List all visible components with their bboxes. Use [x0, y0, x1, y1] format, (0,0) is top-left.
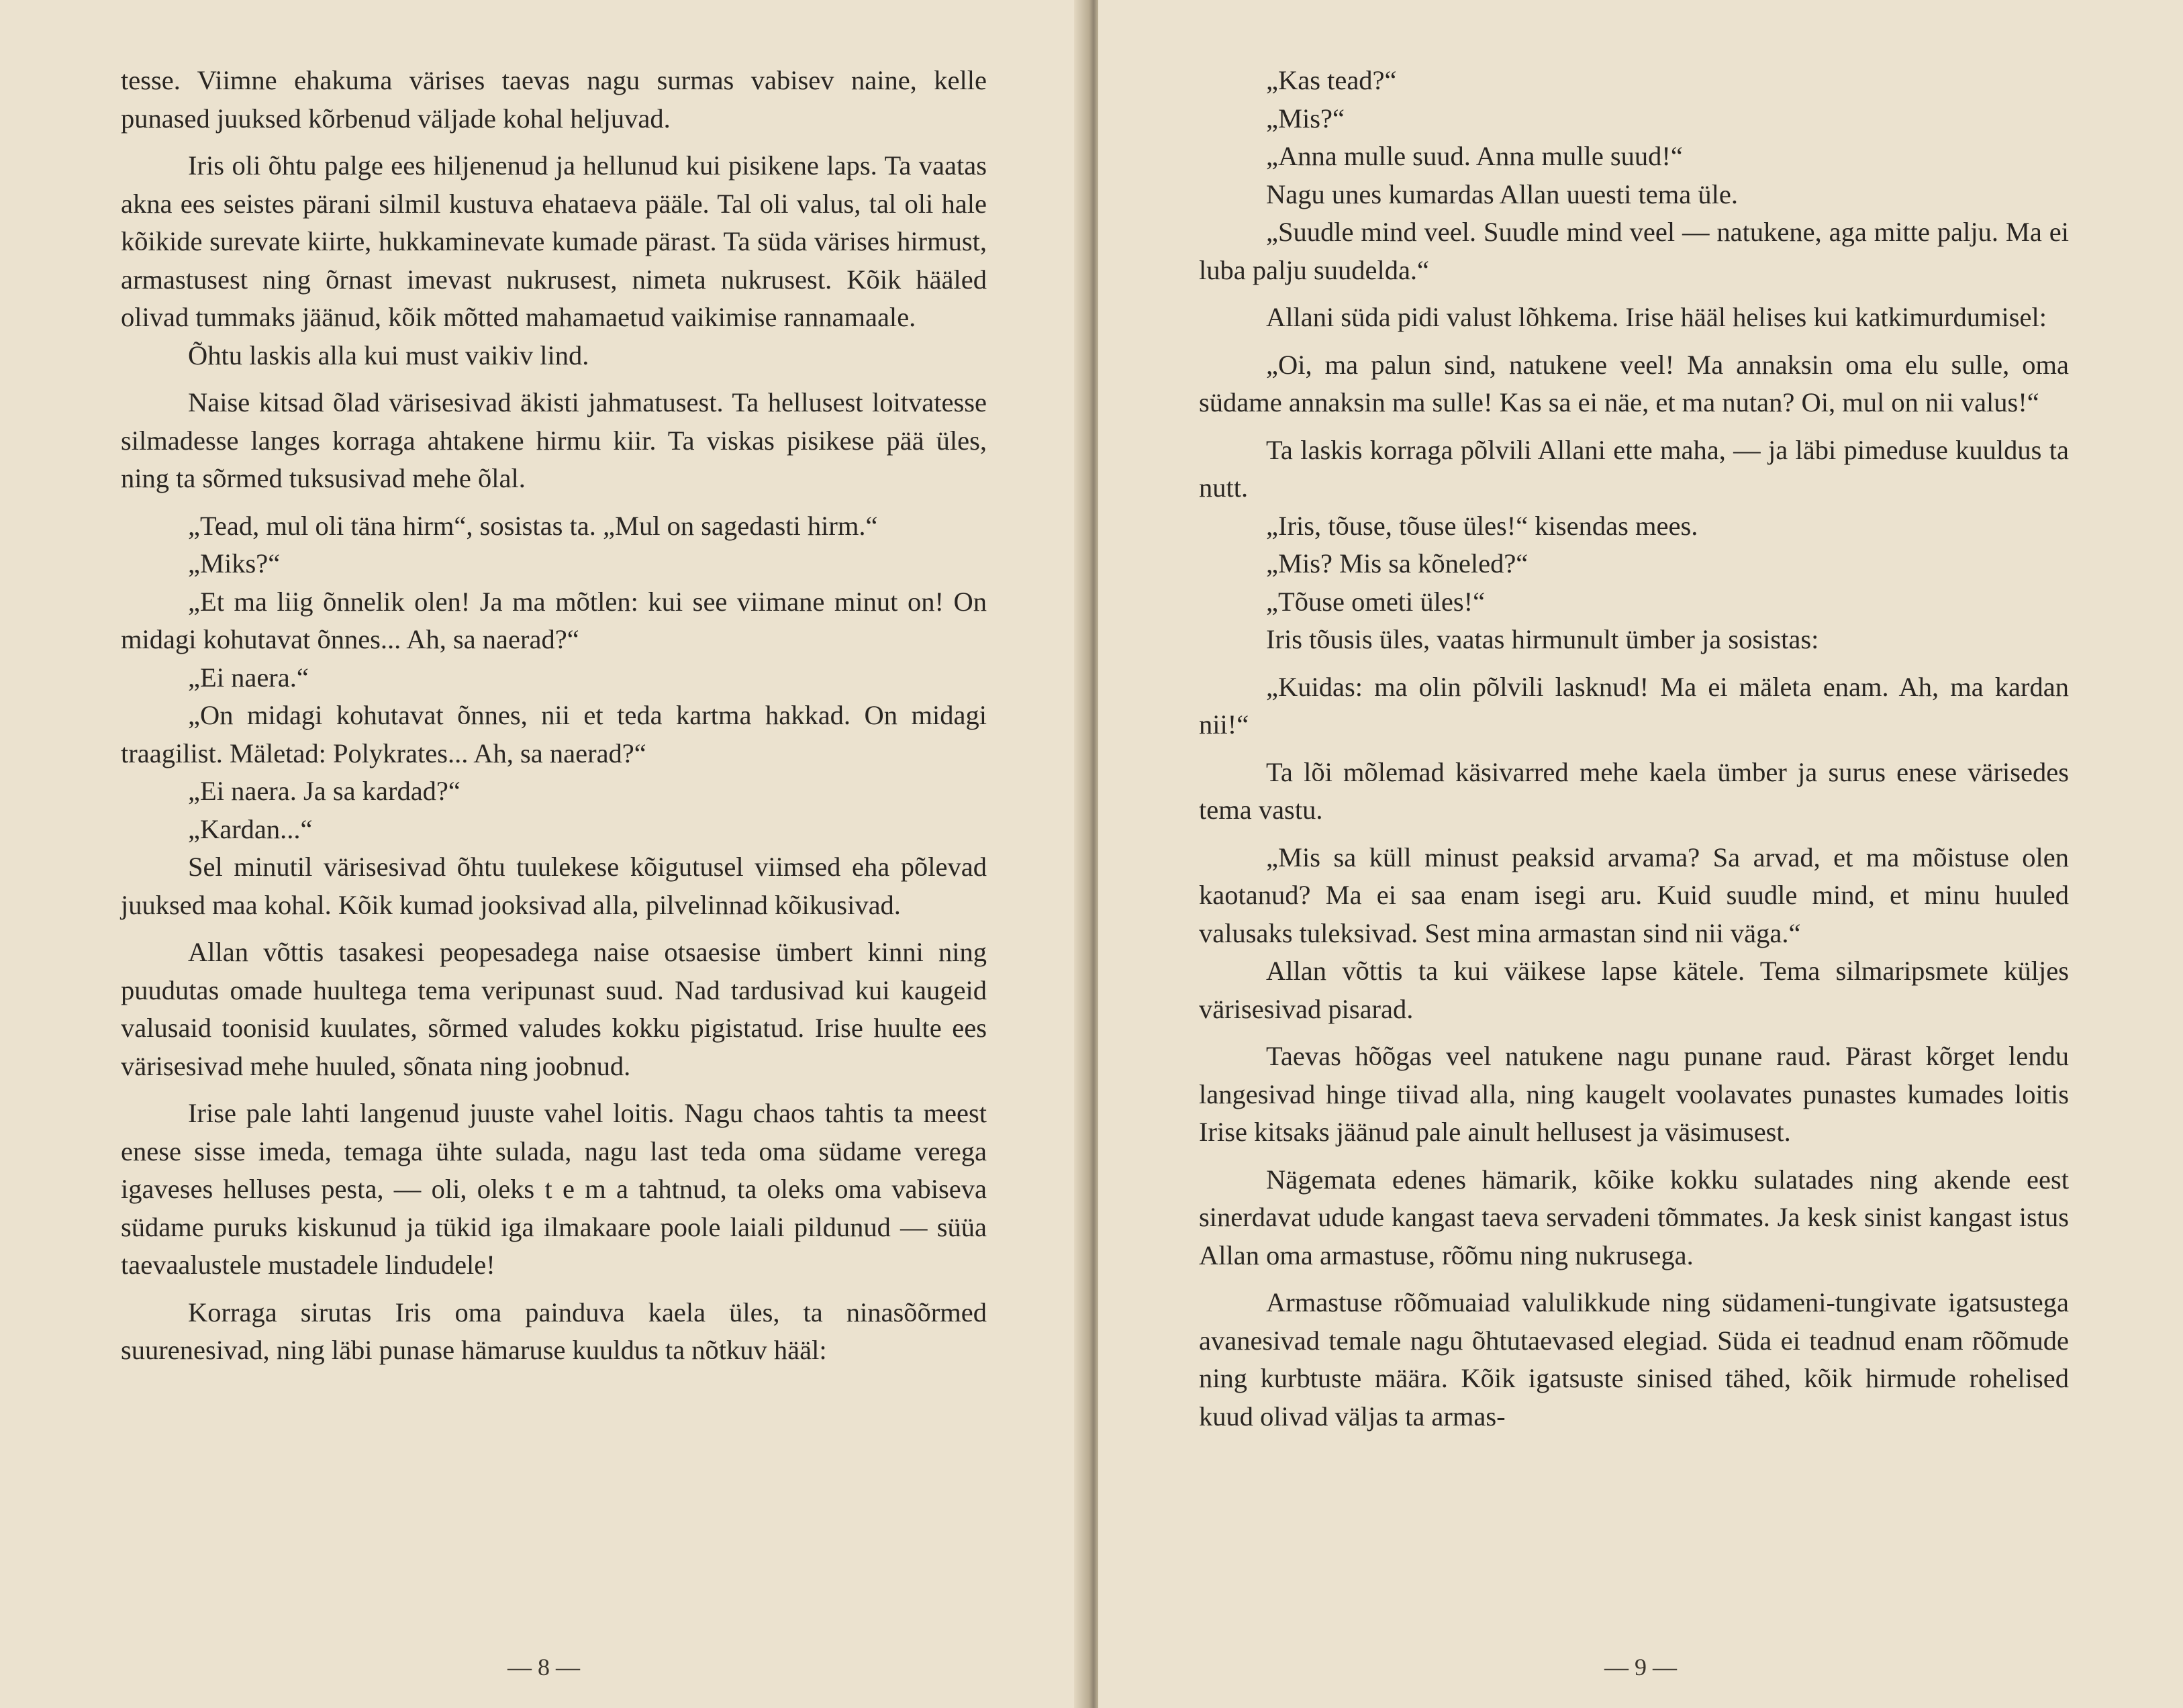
paragraph: Korraga sirutas Iris oma painduva kaela üles, ta ninasõõrmed suurenesivad, ning läbi punase hämaruse kuuldus ta nõtkuv hääl: — [121, 1297, 987, 1365]
paragraph: „Kas tead?“ — [1266, 65, 1397, 95]
paragraph: „Kardan...“ — [188, 813, 313, 844]
paragraph: „Tõuse ometi üles!“ — [1266, 586, 1486, 617]
paragraph: „Ei naera. Ja sa kardad?“ — [188, 776, 460, 806]
paragraph: „Mis? Mis sa kõneled?“ — [1266, 548, 1529, 579]
paragraph: Taevas hõõgas veel natukene nagu punane raud. Pärast kõrget lendu langesivad hinge tiivad alla, ning kaugelt voolavates punastes kumades loitis Irise kitsaks jäänud pale ainult hellusest ja väsimusest. — [1199, 1041, 2069, 1147]
paragraph: „On midagi kohutavat õnnes, nii et teda kartma hakkad. On midagi traagilist. Mäletad: Polykrates... Ah, sa naerad?“ — [121, 700, 987, 768]
paragraph: Ta laskis korraga põlvili Allani ette maha, — ja läbi pimeduse kuuldus ta nutt. — [1199, 434, 2069, 503]
paragraph: „Miks?“ — [188, 548, 281, 579]
paragraph: Nägemata edenes hämarik, kõike kokku sulatades ning akende eest sinerdavat udude kangast taeva servadeni tõmmates. Ja kesk sinist kangast istus Allan oma armastuse, rõõmu ning nukrusega. — [1199, 1164, 2069, 1270]
paragraph: „Kuidas: ma olin põlvili lasknud! Ma ei mäleta enam. Ah, ma kardan nii!“ — [1199, 671, 2069, 740]
paragraph: Allani süda pidi valust lõhkema. Irise hääl helises kui katkimurdumisel: — [1266, 302, 2047, 332]
paragraph: Sel minutil värisesivad õhtu tuulekese kõigutusel viimsed eha põlevad juuksed maa kohal. Kõik kumad jooksivad alla, pilvelinnad kõikusivad. — [121, 852, 987, 920]
paragraph: Iris tõusis üles, vaatas hirmunult ümber ja sosistas: — [1266, 624, 1819, 654]
paragraph: Naise kitsad õlad värisesivad äkisti jahmatusest. Ta hellusest loitvatesse silmadesse langes korraga ahtakene hirmu kiir. Ta viskas pisikese pää üles, ning ta sõrmed tuksusivad mehe õlal. — [121, 387, 987, 493]
right-page — [1098, 0, 2183, 1708]
paragraph: Allan võttis tasakesi peopesadega naise otsaesise ümbert kinni ning puudutas omade huultega tema veripunast suud. Nad tardusivad kui kaugeid valusaid toonisid kuulates, sõrmed valudes kokku pigistatud. Irise huulte ees värisesivad mehe huuled, sõnata ning joobnud. — [121, 937, 987, 1081]
paragraph: „Oi, ma palun sind, natukene veel! Ma annaksin oma elu sulle, oma südame annaksin ma sulle! Kas sa ei näe, et ma nutan? Oi, mul on nii valus!“ — [1199, 349, 2069, 417]
paragraph: Õhtu laskis alla kui must vaikiv lind. — [188, 340, 589, 370]
paragraph: „Iris, tõuse, tõuse üles!“ kisendas mees. — [1266, 510, 1698, 541]
paragraph: „Anna mulle suud. Anna mulle suud!“ — [1266, 141, 1683, 171]
paragraph: Nagu unes kumardas Allan uuesti tema üle. — [1266, 179, 1738, 209]
paragraph: Ta lõi mõlemad käsivarred mehe kaela ümber ja surus enese värisedes tema vastu. — [1199, 756, 2069, 825]
paragraph: Irise pale lahti langenud juuste vahel loitis. Nagu chaos tahtis ta meest enese sisse imeda, temaga ühte sulada, nagu last teda oma südame verega igaveses helluses pesta, — oli, oleks t e m a tahtnud, ta oleks oma vabiseva südame puruks kiskunud ja tükid iga ilmakaare poole laiali pildunud — süüa taevaalustele mustadele lindudele! — [121, 1098, 987, 1280]
paragraph: „Tead, mul oli täna hirm“, sosistas ta. „Mul on sagedasti hirm.“ — [188, 510, 878, 541]
paragraph: Iris oli õhtu palge ees hiljenenud ja hellunud kui pisikene laps. Ta vaatas akna ees seistes pärani silmil kustuva ehataeva pääle. Tal oli valus, tal oli hale kõikide surevate kiirte, hukkaminevate kumade pärast. Ta süda värises hirmust, armastusest ning õrnast imevast nukrusest, nimeta nukrusest. Kõik hääled olivad tummaks jäänud, kõik mõtted mahamaetud vaikimise rannamaale. — [121, 150, 987, 332]
page-number: — 8 — — [507, 1654, 580, 1680]
paragraph: Armastuse rõõmuaiad valulikkude ning südameni-tungivate igatsustega avanesivad temale nagu õhtutaevased elegiad. Süda ei teadnud enam rõõmude ning kurbtuste määra. Kõik igatsuste sinised tähed, kõik hirmude rohelised kuud olivad väljas ta armas- — [1199, 1287, 2069, 1431]
paragraph: „Ei naera.“ — [188, 662, 309, 693]
paragraph: „Mis sa küll minust peaksid arvama? Sa arvad, et ma mõistuse olen kaotanud? Ma ei saa enam isegi aru. Kuid suudle mind, et minu huuled valusaks tuleksivad. Sest mina armastan sind nii väga.“ — [1199, 842, 2069, 948]
paragraph: „Suudle mind veel. Suudle mind veel — natukene, aga mitte palju. Ma ei luba palju suudelda.“ — [1199, 217, 2069, 285]
left-page — [0, 0, 1087, 1708]
page-number: — 9 — — [1604, 1654, 1677, 1680]
left-page-text — [121, 62, 987, 1370]
paragraph: „Et ma liig õnnelik olen! Ja ma mõtlen: kui see viimane minut on! On midagi kohutavat õnnes... Ah, sa naerad?“ — [121, 586, 987, 654]
paragraph: „Mis?“ — [1266, 103, 1345, 134]
paragraph: tesse. Viimne ehakuma värises taevas nagu surmas vabisev naine, kelle punased juuksed kõrbenud väljade kohal heljuvad. — [121, 65, 987, 134]
paragraph: Allan võttis ta kui väikese lapse kätele. Tema silmaripsmete küljes värisesivad pisarad. — [1199, 956, 2069, 1024]
right-page-text — [1199, 62, 2069, 1436]
